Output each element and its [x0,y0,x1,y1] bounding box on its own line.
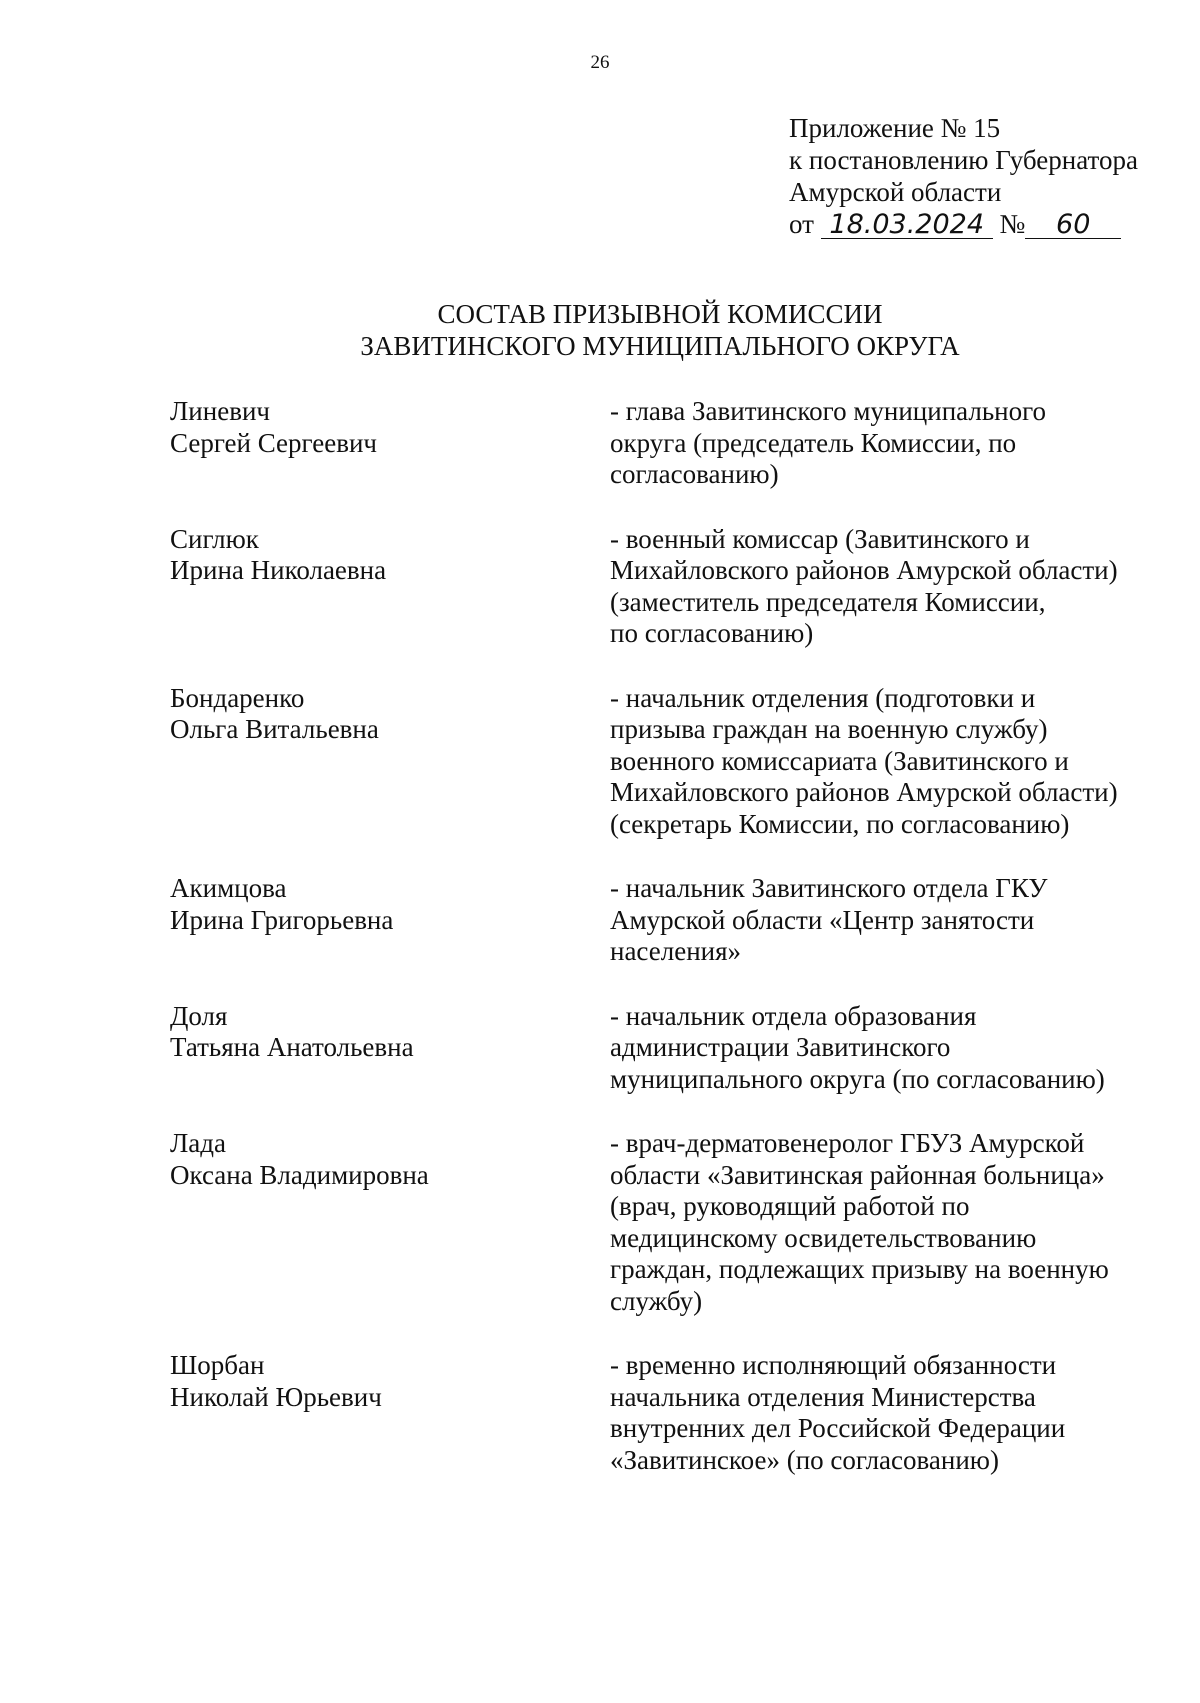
role-line: медицинскому освидетельствованию [610,1222,1037,1253]
role-line: согласованию) [610,459,779,489]
role-line: - врач-дерматовенеролог ГБУЗ Амурской [610,1128,1085,1158]
role-line: службу) [610,1285,703,1316]
member-row [170,873,1130,968]
role-line: начальника отделения Министерства [610,1381,1036,1412]
member-surname: Сиглюк [170,523,259,554]
appendix-decree-line: к постановлению Губернатора [789,145,1138,175]
member-surname: Акимцова [170,873,287,903]
role-line: Михайловского районов Амурской области) [610,555,1118,585]
member-given-name: Николай Юрьевич [170,1381,382,1412]
member-name [170,683,610,841]
member-surname: Лада [170,1128,227,1158]
role-line: администрации Завитинского [610,1032,951,1062]
appendix-title: Приложение № 15 [789,113,1001,143]
number-sign: № [999,209,1026,239]
member-role [610,1128,1130,1317]
role-line: области «Завитинская районная больница» [610,1159,1105,1190]
member-surname: Доля [170,1000,228,1031]
appendix-region-line: Амурской области [789,177,1002,207]
member-surname: Шорбан [170,1350,265,1380]
member-name [170,1128,610,1317]
role-line: (заместитель председателя Комиссии, [610,586,1046,617]
member-given-name: Татьяна Анатольевна [170,1032,414,1062]
role-line: - начальник отделения (подготовки и [610,682,1036,713]
appendix-date-line [789,208,1138,240]
member-row [170,1001,1130,1096]
role-line: - начальник отдела образования [610,1000,977,1031]
member-name [170,873,610,968]
member-role [610,1350,1130,1476]
member-given-name: Ирина Григорьевна [170,904,394,935]
member-row [170,1128,1130,1317]
title-line-2: ЗАВИТИНСКОГО МУНИЦИПАЛЬНОГО ОКРУГА [360,331,960,361]
role-line: - военный комиссар (Завитинского и [610,523,1030,554]
member-name [170,1350,610,1476]
member-role [610,396,1130,491]
role-line: Михайловского районов Амурской области) [610,777,1118,807]
member-role [610,524,1130,650]
member-list [170,396,1130,1476]
member-given-name: Сергей Сергеевич [170,427,378,458]
role-line: Амурской области «Центр занятости [610,904,1035,935]
role-line: - начальник Завитинского отдела ГКУ [610,873,1048,903]
handwritten-number: 60 [1025,212,1121,239]
member-role [610,683,1130,841]
member-given-name: Ольга Витальевна [170,714,379,744]
member-name [170,1001,610,1096]
member-given-name: Оксана Владимировна [170,1159,429,1190]
role-line: - глава Завитинского муниципального [610,396,1047,426]
member-name [170,524,610,650]
page-number: 26 [590,52,610,73]
member-row [170,683,1130,841]
member-given-name: Ирина Николаевна [170,555,387,585]
appendix-header [789,112,1138,240]
member-surname: Бондаренко [170,682,305,713]
role-line: внутренних дел Российской Федерации [610,1413,1066,1443]
handwritten-date: 18.03.2024 [821,212,993,239]
role-line: населения» [610,936,742,966]
member-row [170,396,1130,491]
title-line-1: СОСТАВ ПРИЗЫВНОЙ КОМИССИИ [437,299,883,329]
member-role [610,1001,1130,1096]
role-line: «Завитинское» (по согласованию) [610,1444,999,1475]
role-line: (врач, руководящий работой по [610,1191,970,1221]
role-line: призыва граждан на военную службу) [610,714,1048,744]
role-line: - временно исполняющий обязанности [610,1350,1057,1380]
member-surname: Линевич [170,396,270,426]
role-line: граждан, подлежащих призыву на военную [610,1254,1109,1284]
document-title [0,298,1200,362]
date-prefix: от [789,209,814,239]
member-row [170,1350,1130,1476]
role-line: по согласованию) [610,618,814,648]
role-line: военного комиссариата (Завитинского и [610,745,1069,776]
role-line: (секретарь Комиссии, по согласованию) [610,808,1070,839]
member-role [610,873,1130,968]
member-name [170,396,610,491]
role-line: округа (председатель Комиссии, по [610,427,1017,458]
role-line: муниципального округа (по согласованию) [610,1063,1105,1094]
member-row [170,524,1130,650]
